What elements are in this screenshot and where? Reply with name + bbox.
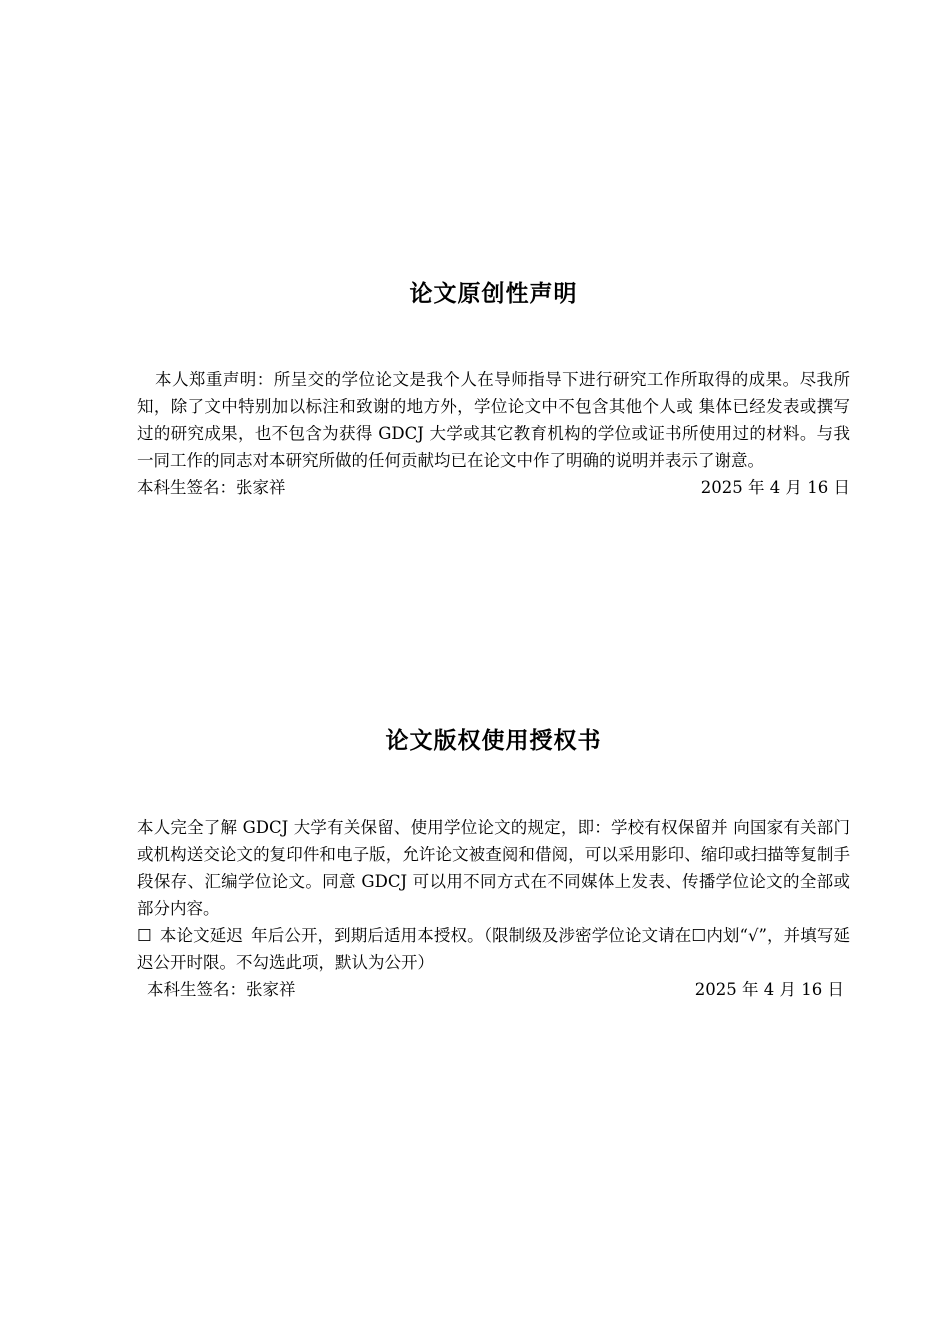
declaration-signature-name: 张家祥 bbox=[236, 478, 286, 497]
authorization-signature bbox=[137, 976, 296, 1003]
declaration-signature-label: 本科生签名： bbox=[137, 478, 236, 497]
delay-note: （限制级及涉密学位论文请在☐内划“√”，并填写延迟公开时限。不勾选此项，默认为公开） bbox=[137, 926, 850, 972]
declaration-section bbox=[137, 366, 850, 501]
authorization-section-title-wrap bbox=[137, 722, 850, 755]
declaration-title: 论文原创性声明 bbox=[409, 281, 578, 307]
authorization-signature-label: 本科生签名： bbox=[147, 980, 246, 999]
authorization-body: 本人完全了解 GDCJ 大学有关保留、使用学位论文的规定，即：学校有权保留并 向国家有关部门或机构送交论文的复印件和电子版，允许论文被查阅和借阅，可以采用影印、缩印或扫描等复制手段保存、汇编学位论文。同意 GDCJ 可以用不同方式在不同媒体上发表、传播学位论文的全部或部分内容。 bbox=[137, 818, 850, 918]
declaration-body: 本人郑重声明：所呈交的学位论文是我个人在导师指导下进行研究工作所取得的成果。尽我所知，除了文中特别加以标注和致谢的地方外，学位论文中不包含其他个人或 集体已经发表或撰写过的研究成果，也不包含为获得 GDCJ 大学或其它教育机构的学位或证书所使用过的材料。与我一同工作的同志对本研究所做的任何贡献均已在论文中作了明确的说明并表示了谢意。 bbox=[137, 370, 850, 470]
declaration-date: 2025 年 4 月 16 日 bbox=[700, 478, 850, 497]
authorization-section bbox=[137, 814, 850, 1003]
declaration-signature bbox=[137, 474, 286, 501]
delay-text-b: 年后公开，到期后适用本授权。 bbox=[250, 926, 484, 945]
authorization-date: 2025 年 4 月 16 日 bbox=[694, 980, 844, 999]
delay-text-a: 本论文延迟 bbox=[159, 926, 243, 945]
delay-checkbox-icon[interactable]: ☐ bbox=[137, 926, 152, 945]
delay-option bbox=[137, 922, 850, 976]
authorization-title: 论文版权使用授权书 bbox=[385, 728, 602, 754]
declaration-signature-row bbox=[137, 474, 850, 501]
declaration-section-title-wrap bbox=[137, 275, 850, 308]
authorization-signature-row bbox=[137, 976, 850, 1003]
authorization-signature-name: 张家祥 bbox=[246, 980, 296, 999]
